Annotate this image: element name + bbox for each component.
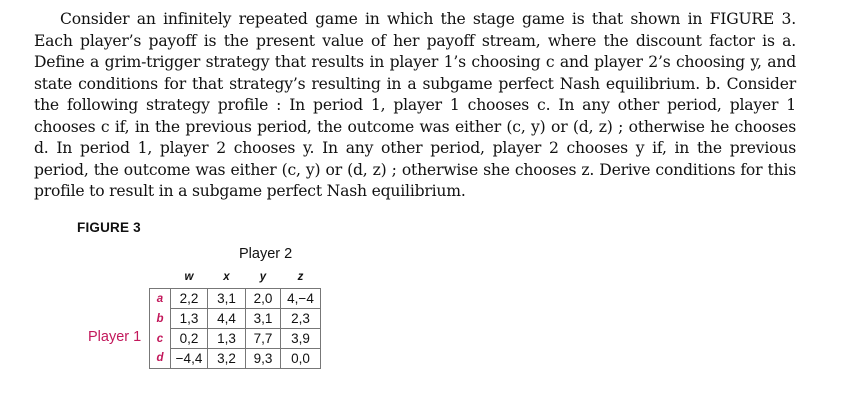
payoff-cell-a-x: 3,1 <box>208 289 246 309</box>
payoff-cell-b-z: 2,3 <box>281 309 321 329</box>
column-header-row <box>150 266 321 289</box>
payoff-cell-d-x: 3,2 <box>208 349 246 369</box>
row-header-b: b <box>150 309 171 329</box>
payoff-cell-b-x: 4,4 <box>208 309 246 329</box>
matrix-row-a <box>150 289 321 309</box>
matrix-row-d <box>150 349 321 369</box>
column-header-z: z <box>297 271 304 283</box>
row-header-c: c <box>150 329 171 349</box>
column-header-w: w <box>184 271 194 283</box>
row-header-a: a <box>150 289 171 309</box>
payoff-cell-c-z: 3,9 <box>281 329 321 349</box>
matrix-corner <box>150 266 171 289</box>
row-header-d: d <box>150 349 171 369</box>
player-1-label: Player 1 <box>88 329 142 345</box>
player-2-label: Player 2 <box>239 246 293 262</box>
column-header-y: y <box>259 271 267 283</box>
column-header-x: x <box>223 271 230 283</box>
payoff-cell-b-y: 3,1 <box>246 309 281 329</box>
payoff-cell-a-y: 2,0 <box>246 289 281 309</box>
figure-label: FIGURE 3 <box>77 220 141 235</box>
payoff-matrix <box>149 266 321 369</box>
payoff-cell-d-y: 9,3 <box>246 349 281 369</box>
payoff-cell-b-w: 1,3 <box>171 309 208 329</box>
payoff-cell-c-w: 0,2 <box>171 329 208 349</box>
payoff-cell-d-z: 0,0 <box>281 349 321 369</box>
problem-statement: Consider an infinitely repeated game in which the stage game is that shown in FIGURE 3. Each player’s payoff is the present value of her payoff stream, where the discount factor is a. Define a grim-trigger strategy that results in player 1’s choosing c and player 2’s choosing y, and state conditions for that strategy’s resulting in a subgame perfect Nash equilibrium. b. Consider the following strategy profile : In period 1, player 1 chooses c. In any other period, player 1 chooses c if, in the previous period, the outcome was either (c, y) or (d, z) ; otherwise he chooses d. In period 1, player 2 chooses y. In any other period, player 2 chooses y if, in the previous period, the outcome was either (c, y) or (d, z) ; otherwise she chooses z. Derive conditions for this profile to result in a subgame perfect Nash equilibrium. <box>34 10 796 200</box>
matrix-row-b <box>150 309 321 329</box>
payoff-cell-c-x: 1,3 <box>208 329 246 349</box>
payoff-cell-d-w: −4,4 <box>171 349 208 369</box>
payoff-cell-a-z: 4,−4 <box>281 289 321 309</box>
matrix-row-c <box>150 329 321 349</box>
payoff-cell-a-w: 2,2 <box>171 289 208 309</box>
payoff-cell-c-y: 7,7 <box>246 329 281 349</box>
